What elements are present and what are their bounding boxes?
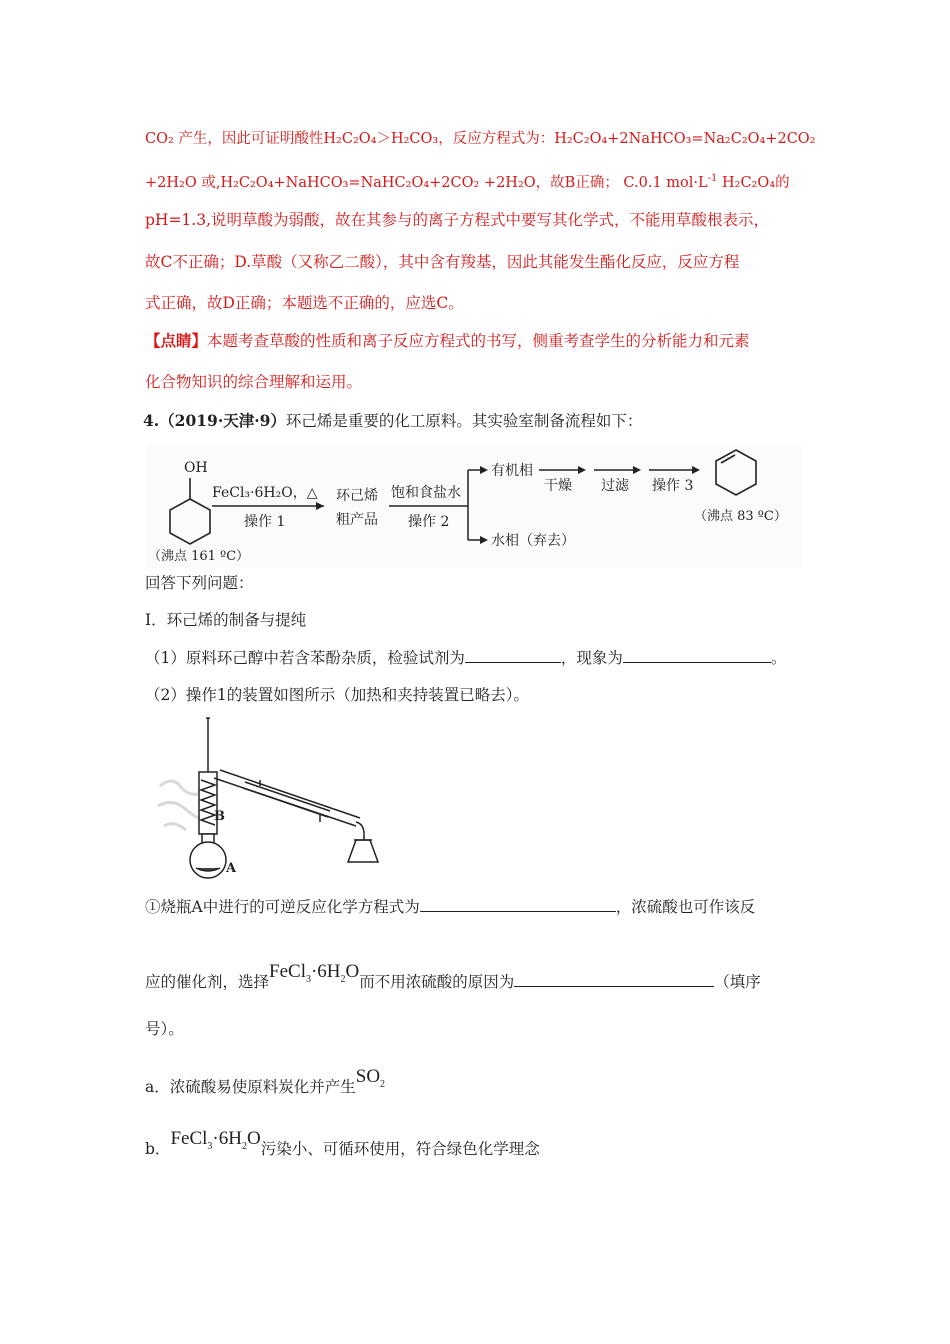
- dianjing-line-2: 化合物知识的综合理解和运用。: [145, 373, 363, 391]
- flow-bp-cyclohexene: （沸点 83 ºC）: [694, 509, 787, 524]
- answer-line-2a: +2H₂O 或,H₂C₂O₄+NaHCO₃=NaHC₂O₄+2CO₂ +2H₂O，故B正确； C.0.1 mol·L: [145, 174, 708, 191]
- answer-line-4: 故C不正确；D.草酸（又称乙二酸），其中含有羧基，因此其能发生酯化反应，反应方程: [145, 253, 740, 271]
- option-b: [145, 1128, 540, 1168]
- question-2-part-1: [145, 895, 755, 918]
- dianjing-tag: 【点睛】: [145, 331, 208, 350]
- answer-line-2-sup: -1: [707, 173, 718, 184]
- dianjing-line: [145, 330, 750, 352]
- answer-line-5: 式正确，故D正确；本题选不正确的，应选C。: [145, 294, 464, 312]
- formula-fecl3-hydrate-b: $FeCl_3\cdot 6H_2O$: [170, 1128, 261, 1152]
- question-1: [145, 646, 786, 669]
- formula-so2: $SO_2$: [355, 1066, 386, 1090]
- flow-bp-cyclohexanol: （沸点 161 ºC）: [148, 549, 250, 564]
- c2-text-c: （填序: [714, 973, 761, 991]
- flow-crude-2: 粗产品: [336, 512, 378, 528]
- q1-text-a: （1）原料环己醇中若含苯酚杂质，检验试剂为: [145, 649, 465, 667]
- flow-op2: 操作 2: [408, 514, 450, 530]
- synthesis-flow-diagram: [146, 444, 802, 568]
- flow-reagent: FeCl₃·6H₂O，△: [212, 485, 318, 501]
- question-title: [143, 410, 642, 432]
- flow-brine: 饱和食盐水: [391, 485, 461, 501]
- flow-organic-phase: 有机相: [491, 463, 533, 479]
- answer-line-3: pH=1.3,说明草酸为弱酸，故在其参与的离子方程式中要写其化学式，不能用草酸根表示，: [145, 211, 770, 229]
- flow-op3: 操作 3: [652, 478, 694, 494]
- question-2: （2）操作1的装置如图所示（加热和夹持装置已略去）。: [145, 686, 529, 704]
- q1-end: 。: [770, 649, 787, 667]
- label-b: B: [214, 809, 225, 824]
- c2-text-a: 应的催化剂，选择: [145, 973, 270, 991]
- flow-oh-label: OH: [184, 460, 208, 476]
- option-b-text: 污染小、可循环使用，符合绿色化学理念: [260, 1140, 540, 1158]
- question-2-part-1-cont: [145, 961, 761, 1001]
- distillation-apparatus-figure: [150, 716, 386, 882]
- c2-reason-blank[interactable]: [514, 970, 714, 987]
- flow-crude-1: 环己烯: [336, 488, 378, 504]
- section-heading: Ⅰ．环己烯的制备与提纯: [145, 611, 307, 629]
- option-a: [145, 1066, 386, 1106]
- q1-reagent-blank[interactable]: [465, 646, 561, 663]
- dianjing-text: 本题考查草酸的性质和离子反应方程式的书写，侧重考查学生的分析能力和元素: [207, 332, 750, 350]
- answer-line-2: [145, 168, 790, 194]
- question-number: 4.（2019·天津·9）: [143, 411, 286, 430]
- c1-text-a: ①烧瓶A中进行的可逆反应化学方程式为: [145, 898, 420, 916]
- flow-op1: 操作 1: [244, 514, 286, 530]
- flow-dry: 干燥: [544, 478, 572, 494]
- question-intro: 环己烯是重要的化工原料。其实验室制备流程如下：: [285, 412, 643, 430]
- answer-prompt: 回答下列问题：: [145, 574, 254, 592]
- c2-text-b: 而不用浓硫酸的原因为: [359, 973, 515, 991]
- question-2-part-1-end: 号）。: [145, 1020, 184, 1038]
- flow-filter: 过滤: [601, 478, 629, 494]
- c1-equation-blank[interactable]: [420, 895, 616, 912]
- answer-line-1: CO₂ 产生，因此可证明酸性H₂C₂O₄＞H₂CO₃，反应方程式为：H₂C₂O₄+2NaHCO₃=Na₂C₂O₄+2CO₂: [145, 131, 816, 147]
- q1-phenomenon-blank[interactable]: [623, 646, 771, 663]
- option-a-text: a．浓硫酸易使原料炭化并产生: [145, 1078, 356, 1096]
- q1-text-b: ，现象为: [560, 649, 623, 667]
- option-b-prefix: b．: [145, 1140, 171, 1158]
- label-a: A: [226, 861, 237, 876]
- answer-line-2b: H₂C₂O₄的: [717, 174, 790, 191]
- c1-text-b: ，浓硫酸也可作该反: [615, 898, 756, 916]
- formula-fecl3-hydrate: $FeCl_3\cdot 6H_2O$: [269, 961, 360, 985]
- flow-aqueous-phase: 水相（弃去）: [491, 533, 575, 549]
